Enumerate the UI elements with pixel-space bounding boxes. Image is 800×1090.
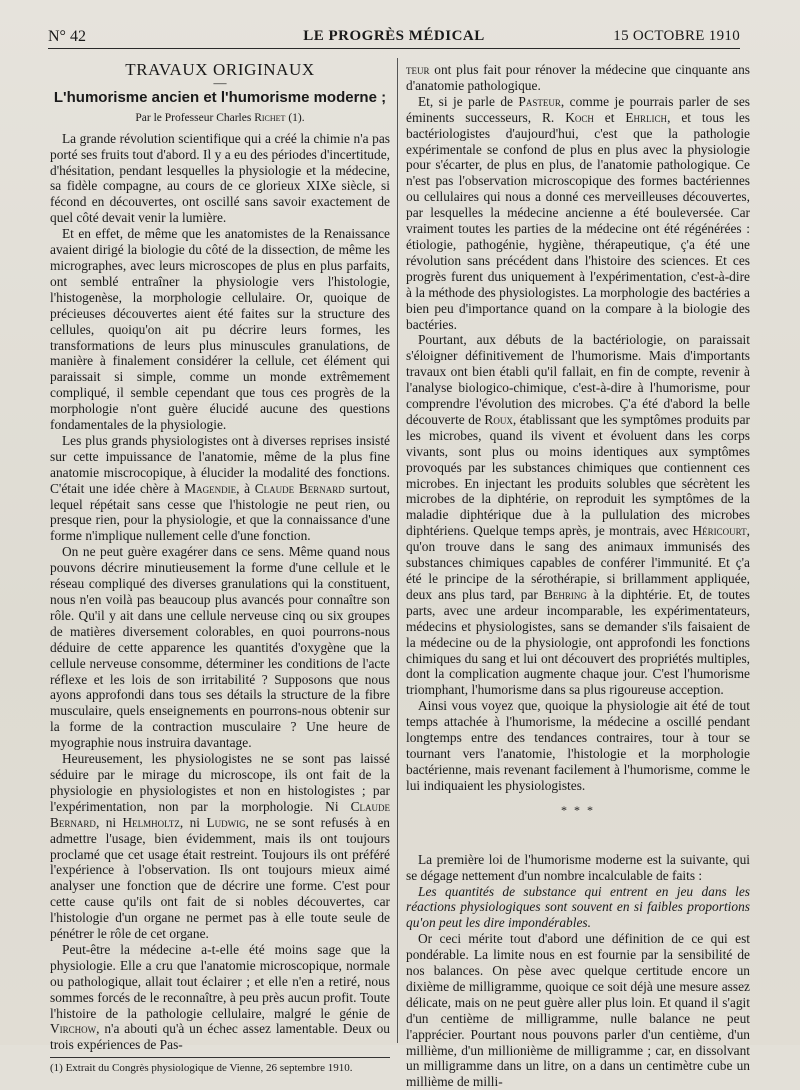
author-prefix: Par le Professeur Charles <box>135 111 255 124</box>
paragraph: Les plus grands physiologistes ont à diverses reprises insisté sur cette impuissance de l'anatomie, même de la plus fine anatomie miscrocopique, à élucider la modalité des fonctions. C'était une idée chère à Magendie, à Claude Bernard surtout, lequel répétait sans cesse que l'histologie ne peut rien, ou presque rien, pour la physiologie, et que la connaissance d'une forme n'implique nullement celle d'une fonction. <box>50 432 390 544</box>
author-line <box>50 111 390 127</box>
paragraph: La grande révolution scientifique qui a créé la chimie n'a pas porté ses fruits tout d'abord. Il y a eu des périodes d'incertitude, d'hésitation, pendant lesquelles la physiologie et la médecine, sa fidèle compagne, au cours de ce glorieux XIXe siècle, si fécond en découvertes, ont oscillé sans savoir exactement de quel côté devait venir la lumière. <box>50 130 390 226</box>
spacer <box>406 828 750 852</box>
article-title: L'humorisme ancien et l'humorisme moderne ; <box>53 88 387 106</box>
paragraph: Heureusement, les physiologistes ne se sont pas laissé séduire par le mirage du microscope, ils ont fait de la physiologie en physiologistes et non en histologistes ; par l'expérimentation, non par la morphologie. Ni Claude Bernard, ni Helmholtz, ni Ludwig, ne se sont refusés à en admettre l'usage, bien évidemment, mais ils ont toujours proclamé que cet usage était restreint. Toujours ils ont préféré l'expérience à l'observation. Ils ont toujours mieux aimé analyser une fonction que de décrire une forme. C'est pour cette cause qu'ils ont fait de si nobles découvertes, car l'histologie d'un organe ne permet pas à elle toute seule de pénétrer le rôle de cet organe. <box>50 751 390 942</box>
author-suffix: (1). <box>285 111 305 124</box>
paragraph: Et en effet, de même que les anatomistes de la Renaissance avaient dirigé la biologie du côté de la dissection, de même les micrographes, avec leurs microscopes de plus en plus parfaits, ont semblé entraîner la physiologie vers l'histologie, l'histogenèse, la morphologie cellulaire. Or, quoique de précieuses découvertes aient été faites sur la structure des cellules, quoiqu'on ait pu décrire leurs formes, les transformations de leurs plus minuscules granulations, de manière à finalement considérer la cellule, cet élément qui paraissait si simple, comme un monde extrêmement compliqué, il semble cependant que tous ces progrès de la morphologie n'ont guère élucidé aucune des questions fondamentales de la physiologie. <box>50 226 390 433</box>
paragraph: Peut-être la médecine a-t-elle été moins sage que la physiologie. Elle a cru que l'anatomie microscopique, normale ou pathologique, allait tout éclairer ; et elle n'en a retiré, nous sommes forcés de le reconnaître, à peu près aucun profit. Toute l'histoire de la pathologie cellulaire, malgré le génie de Virchow, n'a abouti qu'à un échec assez lamentable. Deux ou trois expériences de Pas- <box>50 941 390 1053</box>
paragraph: La première loi de l'humorisme moderne est la suivante, qui se dégage nettement d'un nombre incalculable de faits : <box>406 851 750 883</box>
left-column <box>50 60 390 1075</box>
author-name: Richet <box>254 111 286 124</box>
journal-title: LE PROGRÈS MÉDICAL <box>303 28 485 44</box>
title-dash: — <box>213 74 227 90</box>
paragraph: Ainsi vous voyez que, quoique la physiologie ait été de tout temps attachée à l'humorisme, la médecine a oscillé pendant longtemps entre des tendances contraires, tour à tour se tournant vers l'anatomie, l'histologie et la morphologie bactérienne, mais revenant facilement à l'humorisme, comme le lui indiquaient les physiologistes. <box>406 698 750 793</box>
footnote-rule <box>50 1057 390 1058</box>
issue-date: 15 OCTOBRE 1910 <box>613 28 740 44</box>
right-column <box>406 62 750 1090</box>
paragraph: Et, si je parle de Pasteur, comme je pourrais parler de ses éminents successeurs, R. Koch et Ehrlich, et tous les bactériologistes d'aujourd'hui, c'est que la pathologie expérimentale se confond de plus en plus avec la physiologie pour s'écarter, de plus en plus, de l'anatomie pathologique. Ce n'est pas l'observation microscopique des formes bactériennes ou cellulaires qui nous a donné ces merveilleuses découvertes, par lesquelles la médecine ancienne a été bouleversée. Car vraiment toutes les parties de la médecine ont été régénérées : étiologie, pathogénie, hygiène, thérapeutique, ç'a été une révolution sans précédent dans l'histoire des sciences. Et ces progrès furent dus uniquement à l'expérimentation, c'est-à-dire à la méthode des physiologistes. La morphologie des bactéries a bien peu d'importance quand on la compare à la biologie des bactéries. <box>406 93 751 332</box>
issue-number: N° 42 <box>48 28 86 45</box>
footnote: (1) Extrait du Congrès physiologique de Vienne, 26 septembre 1910. <box>50 1062 353 1075</box>
page-header <box>48 26 740 49</box>
italic-statement: Les quantités de substance qui entrent en jeu dans les réactions physiologiques sont souvent en si faibles proportions qu'on peut les dire impondérables. <box>406 883 750 931</box>
paragraph: teur ont plus fait pour rénover la médecine que cinquante ans d'anatomie pathologique. <box>406 62 750 93</box>
section-title: TRAVAUX ORIGINAUX <box>125 60 315 79</box>
paragraph: Pourtant, aux débuts de la bactériologie, on paraissait s'éloigner définitivement de l'humorisme. Mais d'importants travaux ont bien établi qu'il fallait, en fin de compte, revenir à l'analyse biologico-chimique, c'est-à-dire à l'humorisme, pour comprendre l'évolution des microbes. Ç'a été d'abord la belle découverte de Roux, établissant que les symptômes produits par les microbes, quand ils vivent et évoluent dans les corps vivants, sont plus ou moins identiques aux symptômes provoqués par les substances chimiques que contiennent ces microbes. En injectant les produits solubles que sécrètent les microbes de la diphtérie, on reproduit les symptômes de la maladie diphtérique due à la pullulation des microbes diphtériens. Quelque temps après, je montrais, avec Héricourt, qu'on trouve dans le sang des animaux immunisés des substances chimiques capables de conférer l'immunité. Et ç'a été le principe de la sérothérapie, si brillamment appliquée, deux ans plus tard, par Behring à la diphtérie. Et, de toutes parts, avec une ardeur incomparable, les expérimentateurs, médecins et physiologistes, sans se demander s'ils faisaient de la médecine ou de la physiologie, ont approfondi les fonctions chimiques du sang et lui ont découvert des propriétés multiples, dont la complication augmente chaque jour. C'est l'humorisme triomphant, l'humorisme dans sa plus rigoureuse acception. <box>406 332 750 698</box>
column-divider <box>397 58 398 1043</box>
paragraph: On ne peut guère exagérer dans ce sens. Même quand nous pouvons décrire minutieusement la forme d'une cellule et le réseau compliqué des diverses granulations qui la constituent, nous n'en voilà pas beaucoup plus avancés pour connaître son rôle. Qu'il y ait dans une cellule nerveuse cinq ou six groupes de matières diversement colorables, en quoi pourrons-nous déduire de cette apparence les quantités d'oxygène que la cellule nerveuse consomme, déterminer les conditions de l'acte réflexe et les lois de son irritabilité ? Supposons que nous ayons approfondi dans tous ses détails la structure de la fibre musculaire, quels enseignements en pourrons-nous obtenir sur la forme de la contraction musculaire ? Une heure de myographie nous instruira davantage. <box>50 544 390 751</box>
paragraph: Or ceci mérite tout d'abord une définition de ce qui est pondérable. La limite nous en est fournie par la sensibilité de nos balances. On pèse avec quelque certitude encore un dixième de milligramme, quoique ce soit déjà une mesure assez délicate, mais on ne peut guère aller plus loin. Et quand il s'agit d'un centième de milligramme, nulle balance ne peut l'apprécier. Pourtant nous pouvons parler d'un centième, d'un millième, d'un millionième de milligramme ; car, en dissolvant un milligramme dans un litre, on a dans un centimètre cube un millième de milli- <box>406 931 750 1090</box>
section-asterism: * * * <box>561 802 595 817</box>
